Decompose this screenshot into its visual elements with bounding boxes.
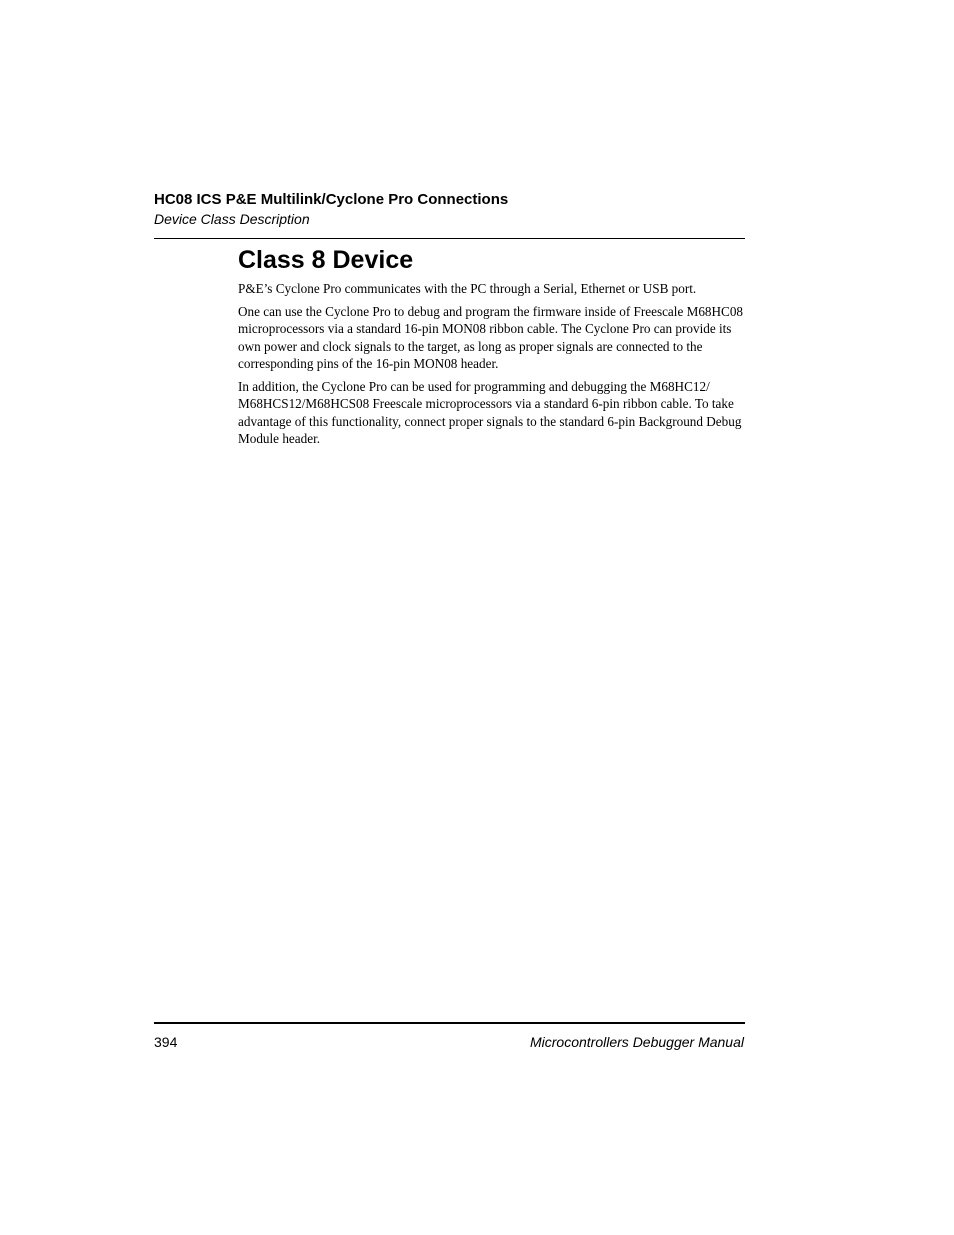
paragraph-bdm-debug: In addition, the Cyclone Pro can be used for programming and debugging the M68HC12/ M68HCS12/M68HCS08 Freescale microprocessors via a standard 6-pin ribbon cable. To take advantage of this functionality, connect proper signals to the standard 6-pin Background Debug Module header. (238, 379, 742, 447)
running-head-subtitle: Device Class Description (154, 211, 310, 227)
footer-divider (154, 1022, 745, 1024)
paragraph-hc08-debug: One can use the Cyclone Pro to debug and program the firmware inside of Freescale M68HC08 microprocessors via a standard 16-pin MON08 ribbon cable. The Cyclone Pro can provide its own power and clock signals to the target, as long as proper signals are connected to the corresponding pins of the 16-pin MON08 header. (238, 304, 744, 372)
page-number: 394 (154, 1034, 178, 1050)
header-divider (154, 238, 745, 239)
manual-title: Microcontrollers Debugger Manual (530, 1034, 744, 1050)
section-heading: Class 8 Device (238, 246, 414, 274)
running-head-title: HC08 ICS P&E Multilink/Cyclone Pro Connections (154, 191, 509, 208)
paragraph-communication: P&E’s Cyclone Pro communicates with the PC through a Serial, Ethernet or USB port. (238, 281, 697, 296)
